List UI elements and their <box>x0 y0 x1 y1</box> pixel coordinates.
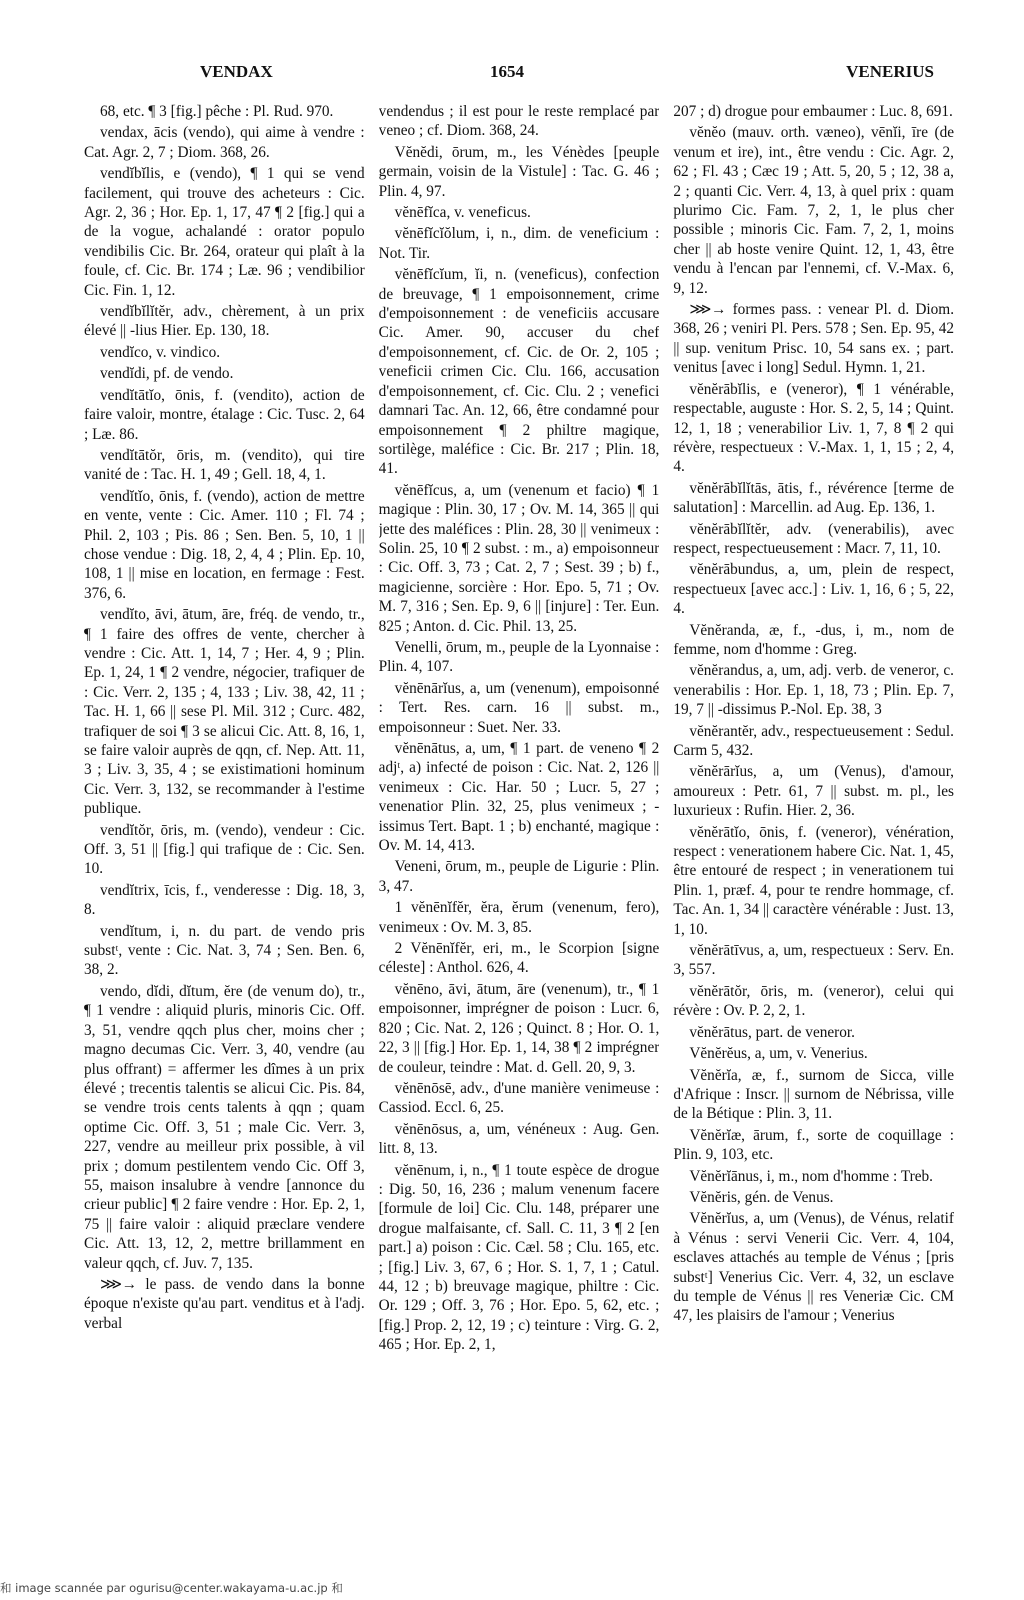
dictionary-entry: Vĕnĕris, gén. de Venus. <box>689 1188 834 1206</box>
dictionary-entry: vĕnĕrābĭlĭtĕr, adv. (venerabilis), avec respect, respectueusement : Macr. 7, 11, 10. <box>673 520 955 557</box>
dictionary-entry: 207 ; d) drogue pour embaumer : Luc. 8, 691. <box>673 103 953 120</box>
dictionary-entry: vendĭbĭlis, e (vendo), ¶ 1 qui se vend facilement, qui trouve des acheteurs : Cic. Agr. 2, 36 ; Hor. Ep. 1, 17, 47 ¶ 2 [fig.] qui a de la vogue, achalandé : orator populo vendibilis Cic. Br. 264, orateur qui plaît à la foule, cf. Cic. Br. 174 ; Læ. 96 ; vendibilior Cic. Fin. 1, 12. <box>84 165 365 299</box>
dictionary-entry: Vĕnĕrĕus, a, um, v. Venerius. <box>689 1045 868 1063</box>
dictionary-entry: vĕnĕrātus, part. de veneror. <box>689 1023 855 1041</box>
dictionary-entry: Vĕnĕdi, ōrum, m., les Vénèdes [peuple germain, voisin de la Vistule] : Tac. G. 46 ; Plin. 4, 97. <box>378 143 660 200</box>
dictionary-entry: vĕnēnārĭus, a, um (venenum), empoisonné : Tert. Res. carn. 16 || subst. m., empoisonneur : Suet. Ner. 33. <box>378 679 660 736</box>
dictionary-entry: vĕnēfĭcĭŏlum, i, n., dim. de veneficium : Not. Tir. <box>378 225 660 262</box>
dictionary-entry: vĕnēfĭca, v. veneficus. <box>394 204 531 222</box>
dictionary-entry: vĕnĕrārĭus, a, um (Venus), d'amour, amoureux : Petr. 61, 7 || subst. m. pl., les luxurieux : Rufin. Hier. 2, 36. <box>673 763 955 820</box>
dictionary-entry: vendĭtum, i, n. du part. de vendo pris substᵗ, vente : Cic. Nat. 3, 74 ; Sen. Ben. 6, 38, 2. <box>84 922 365 979</box>
dictionary-entry: vĕnēnātus, a, um, ¶ 1 part. de veneno ¶ 2 adjᵗ, a) infecté de poison : Cic. Nat. 2, 126 || venimeux : Cic. Har. 50 ; Lucr. 5, 27 ; venenatior Plin. 32, 25, plus venimeux ; -issimus Tert. Bapt. 1 ; b) enchanté, magique : Ov. M. 14, 413. <box>378 740 660 855</box>
dictionary-entry: vĕnĕrantĕr, adv., respectueusement : Sedul. Carm 5, 432. <box>673 722 955 759</box>
dictionary-entry: vendĭco, v. vindico. <box>100 343 221 361</box>
dictionary-entry: Vĕnĕrĭæ, ārum, f., sorte de coquillage : Plin. 9, 103, etc. <box>673 1126 955 1164</box>
dictionary-columns <box>84 102 954 1572</box>
dictionary-entry: ⋙→ formes pass. : venear Pl. d. Diom. 368, 26 ; veniri Pl. Pers. 578 ; Sen. Ep. 95, 42 || sup. venitum Prisc. 10, 54 sans ex. ; part. venitus [avec i long] Sedul. Hymn. 1, 21. <box>673 301 955 377</box>
dictionary-entry: vendĭbĭlĭtĕr, adv., chèrement, à un prix élevé || -lius Hier. Ep. 130, 18. <box>84 303 365 340</box>
dictionary-entry: vĕnēnōsē, adv., d'une manière venimeuse : Cassiod. Eccl. 6, 25. <box>378 1079 660 1117</box>
dictionary-entry: vĕnēnum, i, n., ¶ 1 toute espèce de drogue : Dig. 50, 16, 236 ; malum venenum facere [formule de loi] Cic. Clu. 148, préparer une drogue malfaisante, cf. Sall. C. 11, 3 ¶ 2 [en part.] a) poison : Cic. Cæl. 58 ; Clu. 165, etc. ; [fig.] Liv. 3, 67, 6 ; Hor. S. 1, 7, 1 ; Catul. 44, 12 ; b) breuvage magique, philtre : Cic. Or. 129 ; Off. 3, 76 ; Hor. Epo. 5, 62, etc. ; [fig.] Prop. 2, 12, 19 ; c) teinture : Virg. G. 2, 465 ; Hor. Ep. 2, 1, <box>378 1161 660 1354</box>
dictionary-entry: Vĕnĕrĭānus, i, m., nom d'homme : Treb. <box>689 1167 934 1185</box>
dictionary-entry: vĕnĕrātīvus, a, um, respectueux : Serv. En. 3, 557. <box>673 942 955 979</box>
dictionary-entry: vendĭtrix, īcis, f., venderesse : Dig. 18, 3, 8. <box>84 881 365 919</box>
dictionary-entry: vendĭtŏr, ōris, m. (vendo), vendeur : Cic. Off. 3, 51 || [fig.] qui trafique de : Cic. Sen. 10. <box>84 821 365 878</box>
dictionary-entry: vĕnĕrābundus, a, um, plein de respect, respectueux [avec acc.] : Liv. 1, 16, 6 ; 5, 22, 4. <box>673 561 955 618</box>
dictionary-entry: Vĕnĕrĭa, æ, f., surnom de Sicca, ville d'Afrique : Inscr. || surnom de Nébrissa, ville de la Bétique : Plin. 3, 11. <box>673 1066 955 1123</box>
column-left <box>84 102 365 1572</box>
dictionary-entry: 1 vĕnēnĭfĕr, ĕra, ĕrum (venenum, fero), venimeux : Ov. M. 3, 85. <box>378 899 660 936</box>
dictionary-entry: Vĕnĕranda, æ, f., -dus, i, m., nom de femme, nom d'homme : Greg. <box>673 621 955 658</box>
dictionary-entry: vendĭtātĭo, ōnis, f. (vendito), action de faire valoir, montre, étalage : Cic. Tusc. 2, 64 ; Læ. 86. <box>84 386 365 443</box>
dictionary-entry: Veneni, ōrum, m., peuple de Ligurie : Plin. 3, 47. <box>378 858 660 895</box>
dictionary-entry: vendo, dĭdi, dĭtum, ĕre (de venum do), tr., ¶ 1 vendre : aliquid pluris, minoris Cic. Off. 3, 51, vendre qqch plus cher, moins cher ; magno decumas Cic. Verr. 3, 40, vendre (au plus offrant) = affermer les dîmes à un prix élevé ; trecentis talentis se alicui Cic. Pis. 84, se vendre trois cents talents à qqn ; quam optime Cic. Off. 3, 51 ; male Cic. Verr. 3, 227, vendre au meilleur prix possible, à vil prix ; domum pestilentem vendo Cic. Off 3, 55, maison insalubre à vendre [annonce du crieur public] ¶ 2 faire vendre : Hor. Ep. 2, 1, 75 || faire valoir : aliquid præclare vendere Cic. Att. 13, 12, 2, mettre brillamment en valeur qqch, cf. Juv. 7, 135. <box>84 982 365 1272</box>
dictionary-entry: vĕnĕrābĭlis, e (veneror), ¶ 1 vénérable, respectable, auguste : Hor. S. 2, 5, 14 ; Quint. 12, 1, 18 ; venerabilior Liv. 1, 7, 8 ¶ 2 qui révère, respectueux : V.-Max. 1, 1, 15 ; 2, 4, 4. <box>673 380 955 476</box>
dictionary-entry: vendĭdi, pf. de vendo. <box>100 365 234 383</box>
dictionary-entry: 68, etc. ¶ 3 [fig.] pêche : Pl. Rud. 970. <box>100 103 334 120</box>
dictionary-entry: vendĭtĭo, ōnis, f. (vendo), action de mettre en vente, vente : Cic. Amer. 110 ; Fl. 74 ; Phil. 2, 103 ; Pis. 86 ; Sen. Ben. 5, 10, 1 || chose vendue : Dig. 18, 2, 4, 4 ; Plin. Ep. 10, 108, 1 || mise en location, en fermage : Fest. 376, 6. <box>84 487 365 602</box>
column-right <box>673 102 954 1572</box>
dictionary-entry: vendax, ācis (vendo), qui aime à vendre : Cat. Agr. 2, 7 ; Diom. 368, 26. <box>84 124 365 161</box>
dictionary-entry: vĕnĕrandus, a, um, adj. verb. de veneror, c. venerabilis : Hor. Ep. 1, 18, 73 ; Plin. Ep. 7, 19, 7 || -dissimus P.-Nol. Ep. 38, 3 <box>673 662 955 719</box>
dictionary-entry: vĕnēnōsus, a, um, vénéneux : Aug. Gen. litt. 8, 13. <box>378 1120 660 1158</box>
dictionary-entry: vendĭto, āvi, ātum, āre, fréq. de vendo, tr., ¶ 1 faire des offres de vente, chercher à vendre : Cic. Att. 1, 14, 7 ; Her. 4, 9 ; Plin. Ep. 1, 24, 1 ¶ 2 vendre, négocier, trafiquer de : Cic. Verr. 2, 135 ; 4, 133 ; Liv. 38, 42, 11 ; Tac. H. 1, 66 || sese Pl. Mil. 312 ; Curc. 482, trafiquer de soi ¶ 3 se alicui Cic. Att. 8, 16, 1, se faire valoir auprès de qqn, cf. Nep. Att. 11, 3 ; Liv. 3, 35, 4 ; se existimationi hominum Cic. Verr. 3, 132, se recommander à l'estime publique. <box>84 606 365 818</box>
dictionary-entry: vĕnĕrātĭo, ōnis, f. (veneror), vénération, respect : venerationem habere Cic. Nat. 1, 45, être entouré de respect ; in venerationem tui Plin. 1, præf. 4, pour te rendre hommage, cf. Tac. An. 1, 34 || caractère vénérable : Just. 13, 1, 10. <box>673 823 955 938</box>
scan-credit: 和 image scannée par ogurisu@center.wakayama-u.ac.jp 和 <box>0 1581 343 1595</box>
dictionary-entry: vĕnĕrābĭlĭtās, ātis, f., révérence [terme de salutation] : Marcellin. ad Aug. Ep. 136, 1. <box>673 479 955 517</box>
dictionary-entry: vĕnēfĭcus, a, um (venenum et facio) ¶ 1 magique : Plin. 30, 17 ; Ov. M. 14, 365 || qui jette des maléfices : Plin. 28, 30 || venimeux : Solin. 25, 10 ¶ 2 subst. : m., a) empoisonneur : Cic. Off. 3, 73 ; Cat. 2, 7 ; Sest. 39 ; b) f., magicienne, sorcière : Hor. Epo. 5, 71 ; Ov. M. 7, 316 ; Sen. Ep. 9, 6 || [injure] : Ter. Eun. 825 ; Anton. d. Cic. Phil. 13, 25. <box>378 481 660 635</box>
page-header <box>80 62 934 90</box>
header-left-headword: VENDAX <box>200 62 273 81</box>
dictionary-entry: vendĭtātŏr, ōris, m. (vendito), qui tire vanité de : Tac. H. 1, 49 ; Gell. 18, 4, 1. <box>84 446 365 484</box>
dictionary-entry: vendendus ; il est pour le reste remplacé par veneo ; cf. Diom. 368, 24. <box>378 103 660 140</box>
dictionary-entry: Venelli, ōrum, m., peuple de la Lyonnaise : Plin. 4, 107. <box>378 638 660 676</box>
header-right-headword: VENERIUS <box>846 62 934 81</box>
dictionary-entry: vĕnĕo (mauv. orth. væneo), vēnĭi, īre (de venum et ire), int., être vendu : Cic. Agr. 2, 62 ; Fl. 43 ; Cæc 19 ; Att. 5, 20, 5 ; 12, 38 a, 2 ; quanti Cic. Verr. 4, 13, à quel prix : quam plurimo Cic. Fam. 7, 2, 1, le plus cher possible ; minoris Cic. Fam. 7, 2, 1, moins cher || ab hoste venire Quint. 12, 1, 43, être vendu à l'encan par l'ennemi, cf. V.-Max. 6, 9, 12. <box>673 124 955 297</box>
dictionary-entry: vĕnĕrātŏr, ōris, m. (veneror), celui qui révère : Ov. P. 2, 2, 1. <box>673 982 955 1020</box>
dictionary-entry: Vĕnĕrĭus, a, um (Venus), de Vénus, relatif à Vénus : servi Venerii Cic. Verr. 4, 104, esclaves attachés au temple de Vénus ; [pris substᵗ] Venerius Cic. Verr. 4, 32, un esclave du temple de Vénus || res Veneriæ Cic. CM 47, les plaisirs de l'amour ; Venerius <box>673 1210 955 1325</box>
dictionary-entry: vĕnēfĭcĭum, ĭi, n. (veneficus), confection de breuvage, ¶ 1 empoisonnement, crime d'empoisonnement : de veneficiis accusare Cic. Amer. 90, accuser du chef d'empoisonnement, cf. Cic. de Or. 2, 105 ; veneficii crimen Cic. Clu. 166, accusation d'empoisonnement, cf. Cic. Clu. 2 ; venefici damnari Tac. An. 12, 66, être condamné pour empoisonnement ¶ 2 philtre magique, sortilège, maléfice : Cic. Br. 217 ; Plin. 18, 41. <box>378 266 660 478</box>
dictionary-entry: 2 Vĕnēnĭfĕr, eri, m., le Scorpion [signe céleste] : Anthol. 626, 4. <box>378 940 660 977</box>
dictionary-entry: ⋙→ le pass. de vendo dans la bonne époque n'existe qu'au part. venditus et à l'adj. verbal <box>84 1275 365 1332</box>
dictionary-entry: vĕnēno, āvi, ātum, āre (venenum), tr., ¶ 1 empoisonner, imprégner de poison : Lucr. 6, 820 ; Cic. Nat. 2, 126 ; Quinct. 8 ; Hor. O. 1, 22, 3 || [fig.] Hor. Ep. 1, 14, 38 ¶ 2 imprégner de couleur, teindre : Mat. d. Gell. 20, 9, 3. <box>378 980 660 1076</box>
page-number: 1654 <box>490 62 524 81</box>
column-middle <box>379 102 660 1572</box>
